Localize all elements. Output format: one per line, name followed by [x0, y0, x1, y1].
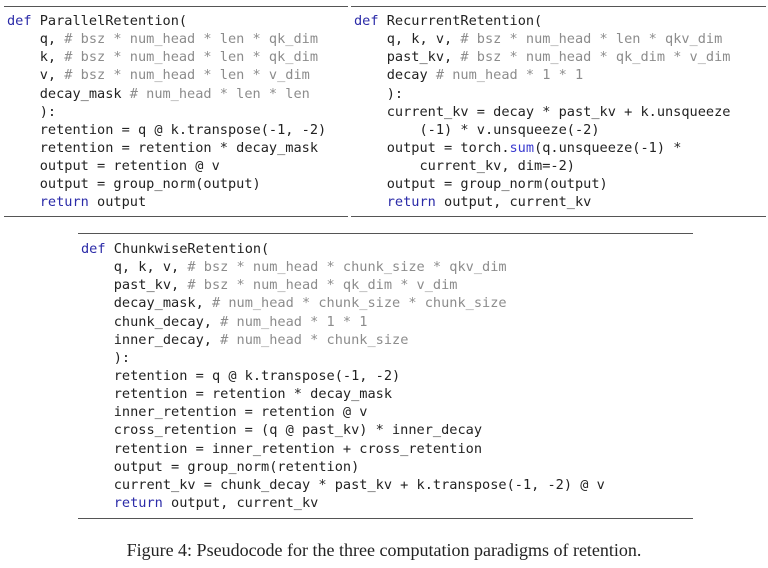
code-text: past_kv, [81, 277, 188, 294]
code-line [7, 66, 348, 84]
comment: # num_head * chunk_size [220, 331, 409, 348]
code-text: output, current_kv [162, 494, 319, 511]
code-line [81, 258, 693, 276]
comment: # num_head * 1 * 1 [435, 67, 584, 84]
comment: # bsz * num_head * len * qk_dim [64, 49, 319, 66]
code-text: output = group_norm(output) [354, 176, 608, 193]
code-text: decay_mask, [81, 295, 212, 312]
code-text: output = torch. [354, 139, 510, 156]
code-line [81, 276, 693, 294]
code-line [7, 157, 348, 175]
code-line [81, 331, 693, 349]
parallel-retention-code-block [4, 6, 348, 217]
code-text: retention = retention * decay_mask [7, 139, 318, 156]
code-text: q, [7, 31, 65, 48]
chunkwise-retention-code-block [78, 233, 693, 519]
code-text: output, current_kv [435, 194, 592, 211]
comment: # bsz * num_head * len * v_dim [64, 67, 310, 84]
code-text: ParallelRetention( [31, 13, 188, 29]
code-line [7, 30, 348, 48]
code-line [354, 66, 766, 84]
code-text: k, [7, 49, 65, 66]
code-line [7, 175, 348, 193]
code-line [7, 121, 348, 139]
code-line [354, 193, 766, 211]
comment: # num_head * len * len [129, 85, 310, 102]
code-line [354, 12, 766, 30]
code-text: output = group_norm(retention) [81, 458, 360, 475]
code-line [354, 157, 766, 175]
code-text: current_kv = decay * past_kv + k.unsqueeze [354, 103, 731, 120]
code-text: decay_mask [7, 85, 130, 102]
code-line [354, 48, 766, 66]
code-text: ChunkwiseRetention( [105, 241, 270, 257]
code-text: retention = inner_retention + cross_retention [81, 440, 483, 457]
comment: # num_head * 1 * 1 [220, 313, 368, 330]
code-line [81, 421, 693, 439]
code-text: decay [354, 67, 436, 84]
code-line [81, 367, 693, 385]
comment: # bsz * num_head * qk_dim * v_dim [460, 49, 731, 66]
comment: # bsz * num_head * qk_dim * v_dim [187, 277, 458, 294]
code-line [354, 30, 766, 48]
code-line [7, 12, 348, 30]
comment: # bsz * num_head * chunk_size * qkv_dim [187, 259, 507, 276]
code-text: past_kv, [354, 49, 461, 66]
code-line [7, 85, 348, 103]
keyword: def [7, 13, 32, 29]
code-line [7, 103, 348, 121]
comment: # num_head * chunk_size * chunk_size [211, 295, 507, 312]
code-text: retention = retention * decay_mask [81, 386, 392, 403]
code-line [81, 240, 693, 258]
keyword: return [81, 494, 163, 511]
keyword: return [7, 194, 89, 211]
comment: # bsz * num_head * len * qkv_dim [460, 31, 723, 48]
figure-caption: Figure 4: Pseudocode for the three computation paradigms of retention. [126, 540, 642, 560]
code-line [81, 385, 693, 403]
code-text: output = retention @ v [7, 158, 220, 175]
code-text: v, [7, 67, 65, 84]
code-text: current_kv = chunk_decay * past_kv + k.transpose(-1, -2) @ v [81, 476, 605, 493]
code-text: (-1) * v.unsqueeze(-2) [354, 121, 600, 138]
code-line [81, 403, 693, 421]
code-text: q, k, v, [354, 31, 461, 48]
code-text: current_kv, dim=-2) [354, 158, 575, 175]
code-text: output [88, 194, 147, 211]
code-line [81, 440, 693, 458]
code-line [81, 458, 693, 476]
code-text: inner_decay, [81, 331, 221, 348]
code-text: output = group_norm(output) [7, 176, 261, 193]
code-line [81, 349, 693, 367]
code-line [81, 294, 693, 312]
code-line [81, 313, 693, 331]
code-text: cross_retention = (q @ past_kv) * inner_decay [81, 422, 483, 439]
code-text: RecurrentRetention( [378, 13, 543, 29]
keyword: return [354, 194, 436, 211]
recurrent-retention-code-block [351, 6, 766, 217]
code-line [354, 175, 766, 193]
keyword: def [354, 13, 379, 29]
code-line [354, 121, 766, 139]
code-line [81, 494, 693, 512]
code-line [354, 103, 766, 121]
code-text: ): [81, 349, 131, 366]
comment: # bsz * num_head * len * qk_dim [64, 31, 319, 48]
code-line [354, 139, 766, 157]
code-text: q, k, v, [81, 259, 188, 276]
code-text: (q.unsqueeze(-1) * [534, 139, 682, 156]
code-text: retention = q @ k.transpose(-1, -2) [81, 367, 401, 384]
code-line [7, 48, 348, 66]
code-line [7, 139, 348, 157]
code-text: ): [7, 103, 57, 120]
code-text: inner_retention = retention @ v [81, 404, 368, 421]
builtin-function: sum [509, 139, 535, 156]
code-line [81, 476, 693, 494]
code-line [7, 193, 348, 211]
keyword: def [81, 241, 106, 257]
code-text: chunk_decay, [81, 313, 221, 330]
code-text: ): [354, 85, 404, 102]
code-text: retention = q @ k.transpose(-1, -2) [7, 121, 327, 138]
code-line [354, 85, 766, 103]
